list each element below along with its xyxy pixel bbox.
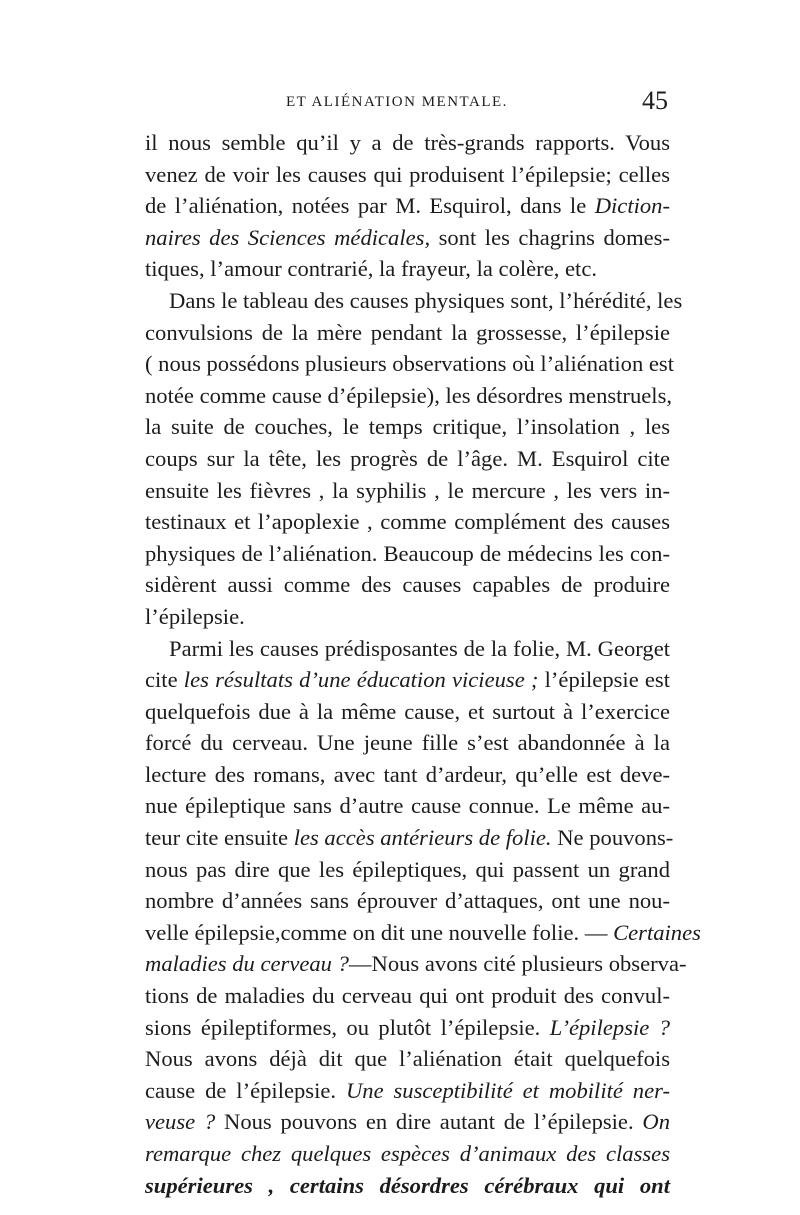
text-segment: cite [145,667,184,693]
text-line [145,411,670,443]
text-segment: Nous pouvons en dire autant de l’épilepsie. [215,1109,643,1135]
text-segment: Nous avons déjà dit que l’aliénation était quelquefois [145,1046,670,1072]
italic-text: les résultats d’une éducation vicieuse ; [183,667,539,693]
italic-text: maladies du cerveau ? [145,951,349,977]
text-line [145,696,670,728]
text-line [145,790,670,822]
page-number: 45 [642,86,668,115]
text-segment: l’épilepsie est [538,667,670,693]
italic-text: remarque chez quelques espèces d’animaux des classes [145,1141,670,1166]
text-line [145,253,670,285]
text-line [145,380,673,412]
text-line [145,127,670,159]
running-title: ET ALIÉNATION MENTALE. [286,94,508,110]
text-segment: tiques, l’amour contrarié, la frayeur, la colère, etc. [145,256,597,282]
text-segment: ( nous possédons plusieurs observations où l’aliénation est [145,351,675,377]
text-line [145,569,670,601]
text-line [145,190,670,222]
text-segment: la suite de couches, le temps critique, l’insolation , les [145,414,670,440]
text-segment: quelquefois due à la même cause, et surtout à l’exercice [145,698,670,724]
text-segment: nous pas dire que les épileptiques, qui passent un grand [145,856,670,882]
text-line [145,538,670,570]
text-segment: Dans le tableau des causes physiques sont, l’hérédité, les [169,287,683,313]
text-line [145,601,670,633]
text-line [145,727,670,759]
text-segment: l’épilepsie. [145,603,245,629]
text-segment: sidèrent aussi comme des causes capables de produire [145,572,670,598]
text-segment: physiques de l’aliénation. Beaucoup de médecins les con- [145,540,670,566]
italic-text: Certaines [613,919,701,945]
text-line [145,159,670,191]
text-line [145,285,683,317]
text-segment: venez de voir les causes qui produisent l’épilepsie; celles [145,161,670,187]
italic-text: veuse ? [145,1109,216,1135]
text-segment: ensuite les fièvres , la syphilis , le mercure , les vers in- [145,477,670,503]
text-segment: —Nous avons cité plusieurs observa- [348,951,687,977]
text-segment: lecture des romans, avec tant d’ardeur, qu’elle est deve- [145,761,670,787]
text-line [145,1106,670,1138]
text-segment: il nous semble qu’il y a de très-grands rapports. Vous [145,130,670,155]
italic-text: Une susceptibilité et mobilité ner- [345,1077,670,1103]
text-segment: notée comme cause d’épilepsie), les désordres menstruels, [145,382,673,408]
text-segment: forcé du cerveau. Une jeune fille s’est abandonnée à la [145,730,670,756]
text-line [145,980,670,1012]
text-line [145,1043,670,1075]
text-segment: coups sur la tête, les progrès de l’âge. M. Esquirol cite [145,445,670,471]
text-line [145,475,670,507]
text-segment: velle épilepsie,comme on dit une nouvelle folie. — [145,919,614,945]
text-line [145,1138,670,1170]
text-line [145,317,670,349]
text-line [145,822,674,854]
text-line [145,443,670,475]
text-line [145,854,670,886]
text-line [145,506,670,538]
text-segment: testinaux et l’apoplexie , comme complément des causes [145,509,670,535]
text-line [145,1075,670,1107]
text-segment: nue épileptique sans d’autre cause connue. Le même au- [145,793,670,819]
running-header [143,86,668,120]
text-line [145,885,670,917]
text-line [145,917,701,949]
text-line [145,664,670,696]
text-line [145,1012,670,1044]
text-segment: Parmi les causes prédisposantes de la folie, M. Georget [169,635,670,661]
text-line [145,1170,670,1202]
text-line [145,759,670,791]
text-segment: nombre d’années sans éprouver d’attaques, ont une nou- [145,888,670,914]
text-segment: sont les chagrins domes- [430,224,670,250]
text-segment: Ne pouvons- [551,825,674,851]
text-segment: teur cite ensuite [145,825,294,851]
text-segment: sions épileptiformes, ou plutôt l’épilepsie. [145,1014,550,1040]
italic-text: L’épilepsie ? [549,1014,670,1040]
text-segment: de l’aliénation, notées par M. Esquirol, dans le [145,193,595,219]
italic-text: Diction- [594,193,670,219]
text-segment: cause de l’épilepsie. [145,1077,346,1103]
text-line [145,348,675,380]
italic-text: On [642,1109,671,1135]
italic-text: naires des Sciences médicales, [145,224,431,250]
italic-text: supérieures , certains désordres cérébraux qui ont [145,1172,670,1198]
body-text [145,127,701,1201]
italic-text: les accès antérieurs de folie. [293,825,552,851]
text-line [145,222,670,254]
text-segment: tions de maladies du cerveau qui ont produit des convul- [145,983,670,1009]
text-line [145,633,670,665]
text-segment: convulsions de la mère pendant la grossesse, l’épilepsie [145,319,670,345]
text-line [145,948,687,980]
